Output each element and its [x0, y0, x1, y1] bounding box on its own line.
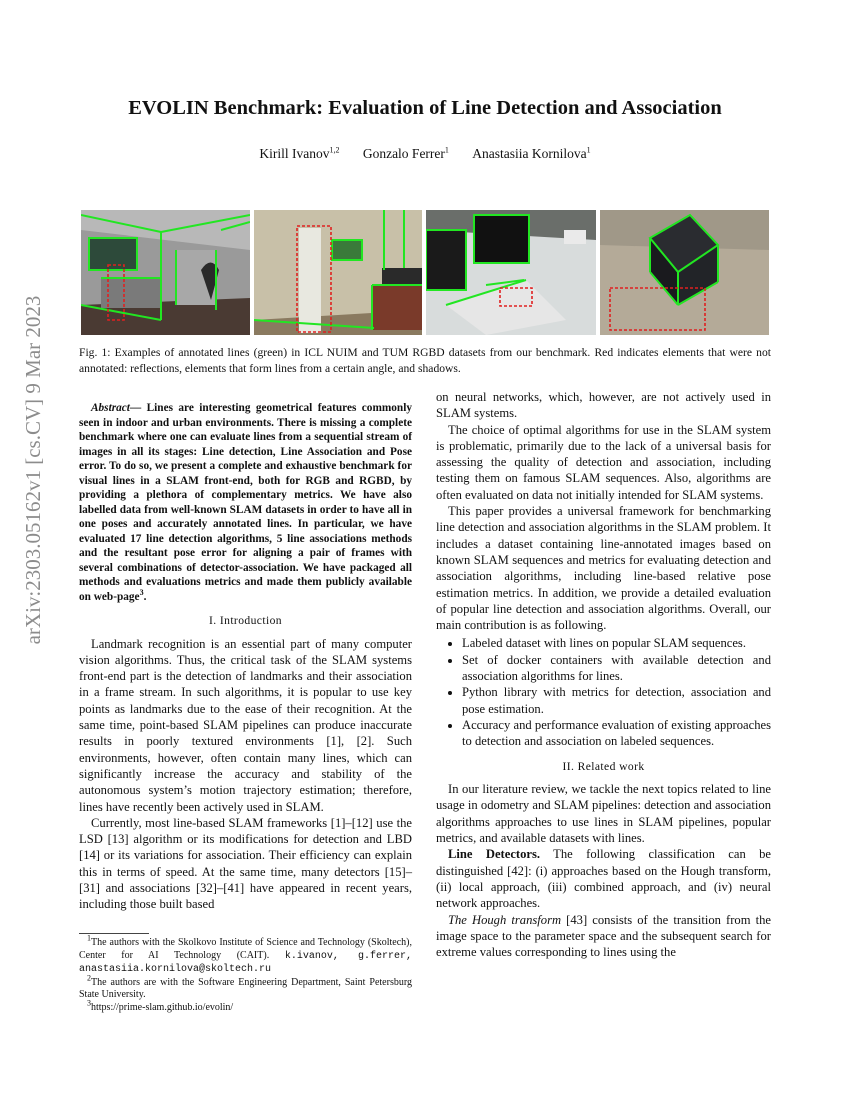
paper-title: EVOLIN Benchmark: Evaluation of Line Detection and Association — [128, 97, 722, 119]
left-column — [79, 401, 412, 913]
paragraph-label: Line Detectors. — [448, 847, 541, 862]
author-list — [0, 146, 850, 162]
footnote: $^3$https://prime-slam.github.io/evolin/ — [87, 998, 234, 1013]
contribution-list — [436, 635, 771, 749]
intro-paragraph: Landmark recognition is an essential part of many computer vision algorithms. Thus, the critical task of the SLAM systems front-end part is the detection of landmarks and their association in a frame stream. In such algorithms, it is popular to use key points as landmarks due to the ease of their recognition. At the same time, point-based SLAM pipelines can produce inaccurate results in poorly textured environments [1], [2]. Such environments, however, often contain many lines, which can significantly increase the accuracy and stability of the autonomous system’s motion trajectory estimation; therefore, lines have recently been actively used in SLAM. — [79, 636, 412, 814]
footnotes — [79, 933, 412, 1014]
right-column — [436, 389, 771, 960]
footnote: $^1$The authors with the Skolkovo Institute of Science and Technology (Skoltech), Center for AI Technology (CAIT). k.ivanov, g.ferrer, anastasiia.kornilova@skoltech.ru — [79, 933, 412, 975]
list-item: • Labeled dataset with lines on popular SLAM sequences. — [462, 635, 771, 651]
figure-panel-icl-office — [254, 210, 422, 335]
body-paragraph: on neural networks, which, however, are not actively used in SLAM systems. — [436, 390, 771, 421]
body-paragraph: In our literature review, we tackle the next topics related to line usage in odometry and SLAM pipelines: detection and association algorithms approaches to use lines in SLAM pipelines, popular metrics, and available datasets with lines. — [436, 782, 771, 846]
abstract-label: Abstract — [91, 402, 130, 414]
author: Gonzalo Ferrer$^1$ — [362, 145, 449, 161]
footnote: $^2$The authors are with the Software Engineering Department, Saint Petersburg State University. — [79, 973, 412, 1000]
body-paragraph: The choice of optimal algorithms for use in the SLAM system is problematic, primarily due to the lack of a universal basis for assessing the quality of detection and association, including testing them on famous SLAM sequences. Also, algorithms are often evaluated on data not initially intended for SLAM systems. — [436, 422, 771, 502]
figure-caption: Fig. 1: Examples of annotated lines (green) in ICL NUIM and TUM RGBD datasets from our benchmark. Red indicates elements that were not annotated: reflections, elements that form lines from a certain angle, and shadows. — [79, 346, 771, 375]
figure-panel-tum-box — [600, 210, 769, 335]
abstract-text: Lines are interesting geometrical features commonly seen in indoor and urban environments. There is missing a complete benchmark where one can evaluate lines from a sequential stream of images in all its stages: Line detection, Line Association and Pose error. To do so, we present a complete and exhaustive benchmark for visual lines in a SLAM front-end, both for RGB and RGBD, by providing a plethora of complementary metrics. We have also labelled data from well-known SLAM datasets in order to have all in one poses and accurately annotated lines. In particular, we have evaluated 17 line detection algorithms, 5 line associations methods and the resultant pose error for aligning a pair of frames with several combinations of detector-association. We have packaged all methods and evaluations metrics and made them publicly available on web-page — [79, 402, 412, 603]
footnote-link[interactable]: https://prime-slam.github.io/evolin/ — [91, 1001, 234, 1013]
abstract: Abstract— Lines are interesting geometrical features commonly seen in indoor and urban environments. There is missing a complete benchmark where one can evaluate lines from a sequential stream of images in all its stages: Line detection, Line Association and Pose error. To do so, we present a complete and exhaustive benchmark for visual lines in a SLAM front-end, both for RGB and RGBD, by providing a plethora of complementary metrics. We have also labelled data from well-known SLAM datasets in order to have all in one poses and accurately annotated lines. In particular, we have evaluated 17 line detection algorithms, 5 line associations methods and the resultant pose error for aligning a pair of frames with several combinations of detector-association. We have packaged all methods and evaluations metrics and made them publicly available on web-page$^3$. — [79, 402, 412, 603]
author: Anastasiia Kornilova$^1$ — [472, 145, 591, 161]
paragraph-label: The Hough transform — [448, 912, 562, 927]
intro-paragraph: Currently, most line-based SLAM frameworks [1]–[12] use the LSD [13] algorithm or its modifications for detection and LBD [14] or its variations for association. Their efficiency can explain this in terms of speed. At the same time, many detectors [15]–[31] and associations [32]–[41] have appeared in recent years, including those built based — [79, 815, 412, 912]
body-paragraph: Line Detectors. The following classification can be distinguished [42]: (i) approaches based on the Hough transform, (ii) local approach, (iii) combined approach, and (iv) neural network approaches. — [436, 847, 771, 911]
author: Kirill Ivanov$^{1,2}$ — [259, 145, 340, 161]
list-item: • Set of docker containers with available detection and association algorithms for lines. — [462, 652, 771, 685]
list-item: • Accuracy and performance evaluation of existing approaches to detection and association on labeled sequences. — [462, 717, 771, 750]
section-heading-introduction: I. Introduction — [209, 614, 282, 627]
figure-panel-tum-desk — [426, 210, 596, 335]
arxiv-stamp: arXiv:2303.05162v1 [cs.CV] 9 Mar 2023 — [21, 295, 45, 645]
body-paragraph: The Hough transform [43] consists of the transition from the image space to the parameter space and the subsequent search for extreme values corresponding to lines using the — [436, 912, 772, 960]
figure-panel-icl-living-room — [81, 210, 250, 335]
section-heading-related-work: II. Related work — [562, 759, 645, 773]
list-item: • Python library with metrics for detection, association and pose estimation. — [462, 684, 771, 717]
body-paragraph: This paper provides a universal framework for benchmarking line detection and association algorithms in the SLAM problem. It includes a dataset containing line-annotated images based on known SLAM sequences and metrics for evaluating detection and association algorithms, including line-based relative pose estimation metrics. In addition, we provide a detailed evaluation of popular line detection and association algorithms. Overall, our main contribution is as following. — [436, 504, 771, 633]
